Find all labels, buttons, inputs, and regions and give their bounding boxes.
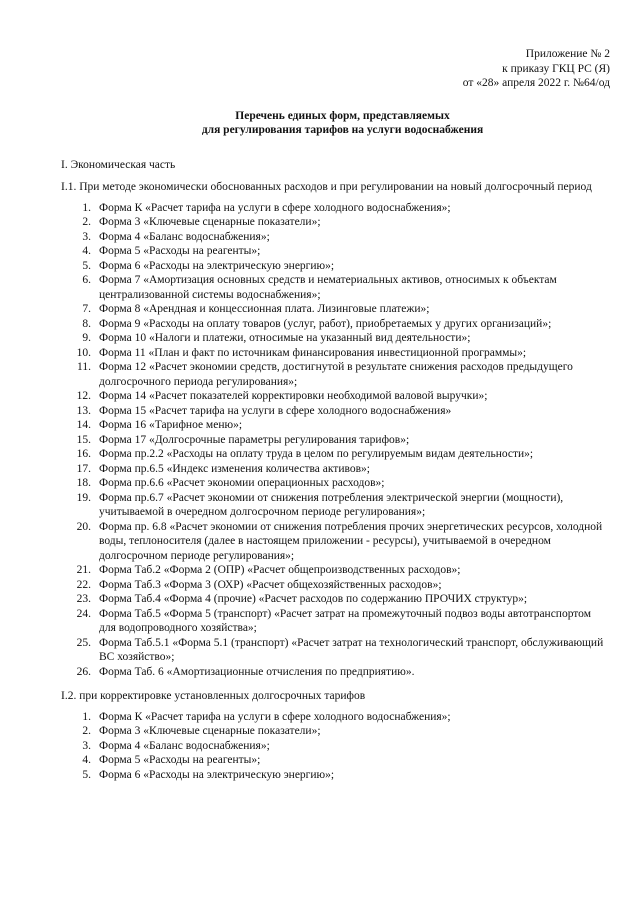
list-item-text: Форма 8 «Арендная и концессионная плата. Лизинговые платежи»;	[99, 303, 430, 315]
list-item-text: Форма Таб.5 «Форма 5 (транспорт) «Расчет затрат на промежуточный подвоз воды автотранспортом для водопроводного хозяйства»;	[99, 607, 591, 634]
list-item-number: 4.	[82, 754, 91, 766]
list-item-number: 3.	[82, 230, 91, 243]
list-item-number: 6.	[82, 274, 91, 286]
list-item-text: Форма К «Расчет тарифа на услуги в сфере холодного водоснабжения»;	[99, 710, 451, 723]
list-item-number: 20.	[76, 520, 91, 533]
list-item-text: Форма пр.6.5 «Индекс изменения количества активов»;	[99, 462, 370, 475]
section-heading: I. Экономическая часть	[61, 158, 176, 171]
list-item-number: 18.	[76, 477, 91, 489]
list-item-number: 24.	[76, 607, 91, 620]
list-item-number: 7.	[82, 303, 91, 315]
list-item-text: Форма пр.6.6 «Расчет экономии операционных расходов»;	[99, 477, 385, 489]
forms-list-1	[61, 201, 610, 680]
list-item	[61, 273, 610, 302]
list-item	[61, 592, 610, 607]
list-item	[61, 215, 610, 230]
list-item-text: Форма 9 «Расходы на оплату товаров (услуг, работ), приобретаемых у других организаций»;	[99, 317, 552, 330]
title-line-2: для регулирования тарифов на услуги водоснабжения	[201, 124, 484, 136]
list-item-text: Форма Таб.3 «Форма 3 (ОХР) «Расчет общехозяйственных расходов»;	[99, 578, 442, 591]
list-item-number: 11.	[77, 361, 91, 373]
list-item-text: Форма 3 «Ключевые сценарные показатели»;	[99, 216, 321, 228]
list-item-text: Форма 15 «Расчет тарифа на услуги в сфере холодного водоснабжения»	[99, 404, 452, 417]
list-item-number: 2.	[82, 216, 91, 228]
list-item-number: 1.	[82, 710, 91, 723]
list-item-number: 25.	[76, 636, 91, 649]
list-item-number: 16.	[76, 448, 91, 460]
list-item-number: 3.	[82, 739, 91, 752]
list-item	[61, 230, 610, 245]
list-item-number: 12.	[76, 390, 91, 402]
list-item-text: Форма 4 «Баланс водоснабжения»;	[99, 739, 270, 752]
list-item-text: Форма 5 «Расходы на реагенты»;	[99, 245, 261, 257]
list-item-number: 8.	[82, 317, 91, 330]
list-item-text: Форма 6 «Расходы на электрическую энергию»;	[99, 259, 335, 272]
list-item	[61, 346, 610, 361]
list-item	[61, 563, 610, 578]
subsection-1-heading: I.1. При методе экономически обоснованных расходов и при регулировании на новый долгосрочный период	[61, 181, 592, 193]
list-item	[61, 768, 610, 783]
list-item	[61, 317, 610, 332]
list-item-number: 13.	[76, 404, 91, 417]
list-item-text: Форма 7 «Амортизация основных средств и нематериальных активов, относимых к объектам централизованной системы водоснабжения»;	[99, 274, 557, 301]
appendix-number: Приложение № 2	[525, 48, 610, 60]
list-item	[61, 447, 610, 462]
forms-list-2	[61, 710, 610, 783]
document-title	[61, 109, 610, 138]
appendix-header	[61, 47, 610, 91]
list-item	[61, 331, 610, 346]
list-item-number: 21.	[76, 564, 91, 576]
list-item-number: 23.	[76, 593, 91, 605]
list-item-text: Форма 16 «Тарифное меню»;	[99, 419, 243, 431]
list-item-text: Форма К «Расчет тарифа на услуги в сфере холодного водоснабжения»;	[99, 201, 451, 214]
list-item-text: Форма пр.6.7 «Расчет экономии от снижения потребления электрической энергии (мощности), учитываемой в очередном долгосрочном периоде регулирования»;	[99, 491, 564, 518]
list-item	[61, 710, 610, 725]
list-item-number: 5.	[82, 259, 91, 272]
order-reference: к приказу ГКЦ РС (Я)	[502, 62, 610, 75]
list-item	[61, 418, 610, 433]
list-item	[61, 739, 610, 754]
list-item	[61, 462, 610, 477]
list-item-text: Форма 12 «Расчет экономии средств, достигнутой в результате снижения расходов предыдущего долгосрочного периода регулирования»;	[99, 361, 573, 388]
list-item	[61, 578, 610, 593]
list-item-text: Форма 5 «Расходы на реагенты»;	[99, 754, 261, 766]
list-item-text: Форма пр.2.2 «Расходы на оплату труда в целом по регулируемым видам деятельности»;	[99, 448, 534, 460]
list-item-text: Форма 11 «План и факт по источникам финансирования инвестиционной программы»;	[99, 346, 527, 359]
list-item-number: 2.	[82, 725, 91, 737]
list-item	[61, 491, 610, 520]
list-item-number: 15.	[76, 433, 91, 446]
list-item-text: Форма пр. 6.8 «Расчет экономии от снижения потребления прочих энергетических ресурсов, холодной воды, теплоносителя (далее в настоящем приложении - ресурсы), учитываемой в очередном долгосрочном периоде регулирования»;	[99, 520, 603, 562]
list-item	[61, 360, 610, 389]
list-item-text: Форма 10 «Налоги и платежи, относимые на указанный вид деятельности»;	[99, 332, 471, 344]
list-item	[61, 607, 610, 636]
list-item-text: Форма Таб. 6 «Амортизационные отчисления по предприятию».	[99, 665, 415, 678]
list-item-text: Форма 17 «Долгосрочные параметры регулирования тарифов»;	[99, 433, 410, 446]
list-item-number: 1.	[82, 201, 91, 214]
list-item-number: 4.	[82, 245, 91, 257]
list-item-number: 22.	[76, 578, 91, 591]
list-item	[61, 433, 610, 448]
list-item	[61, 389, 610, 404]
list-item	[61, 259, 610, 274]
list-item	[61, 476, 610, 491]
list-item	[61, 665, 610, 680]
list-item-text: Форма 6 «Расходы на электрическую энергию»;	[99, 768, 335, 781]
list-item-number: 9.	[82, 332, 91, 344]
list-item	[61, 404, 610, 419]
list-item-number: 19.	[76, 491, 91, 504]
list-item-text: Форма Таб.2 «Форма 2 (ОПР) «Расчет общепроизводственных расходов»;	[99, 564, 461, 576]
list-item	[61, 201, 610, 216]
list-item-number: 26.	[76, 665, 91, 678]
list-item-text: Форма 3 «Ключевые сценарные показатели»;	[99, 725, 321, 737]
list-item	[61, 302, 610, 317]
list-item-number: 5.	[82, 768, 91, 781]
list-item-number: 14.	[76, 419, 91, 431]
subsection-2-heading: I.2. при корректировке установленных долгосрочных тарифов	[61, 690, 366, 702]
order-date: от «28» апреля 2022 г. №64/од	[462, 77, 610, 89]
list-item	[61, 636, 610, 665]
list-item	[61, 244, 610, 259]
list-item-text: Форма 4 «Баланс водоснабжения»;	[99, 230, 270, 243]
list-item-text: Форма Таб.5.1 «Форма 5.1 (транспорт) «Расчет затрат на технологический транспорт, обслуживающий ВС хозяйство»;	[99, 636, 604, 663]
list-item	[61, 520, 610, 564]
list-item-text: Форма 14 «Расчет показателей корректировки необходимой валовой выручки»;	[99, 390, 488, 402]
list-item-text: Форма Таб.4 «Форма 4 (прочие) «Расчет расходов по содержанию ПРОЧИХ структур»;	[99, 593, 528, 605]
list-item-number: 10.	[76, 346, 91, 359]
title-line-1: Перечень единых форм, представляемых	[235, 109, 450, 122]
list-item-number: 17.	[76, 462, 91, 475]
list-item	[61, 753, 610, 768]
list-item	[61, 724, 610, 739]
